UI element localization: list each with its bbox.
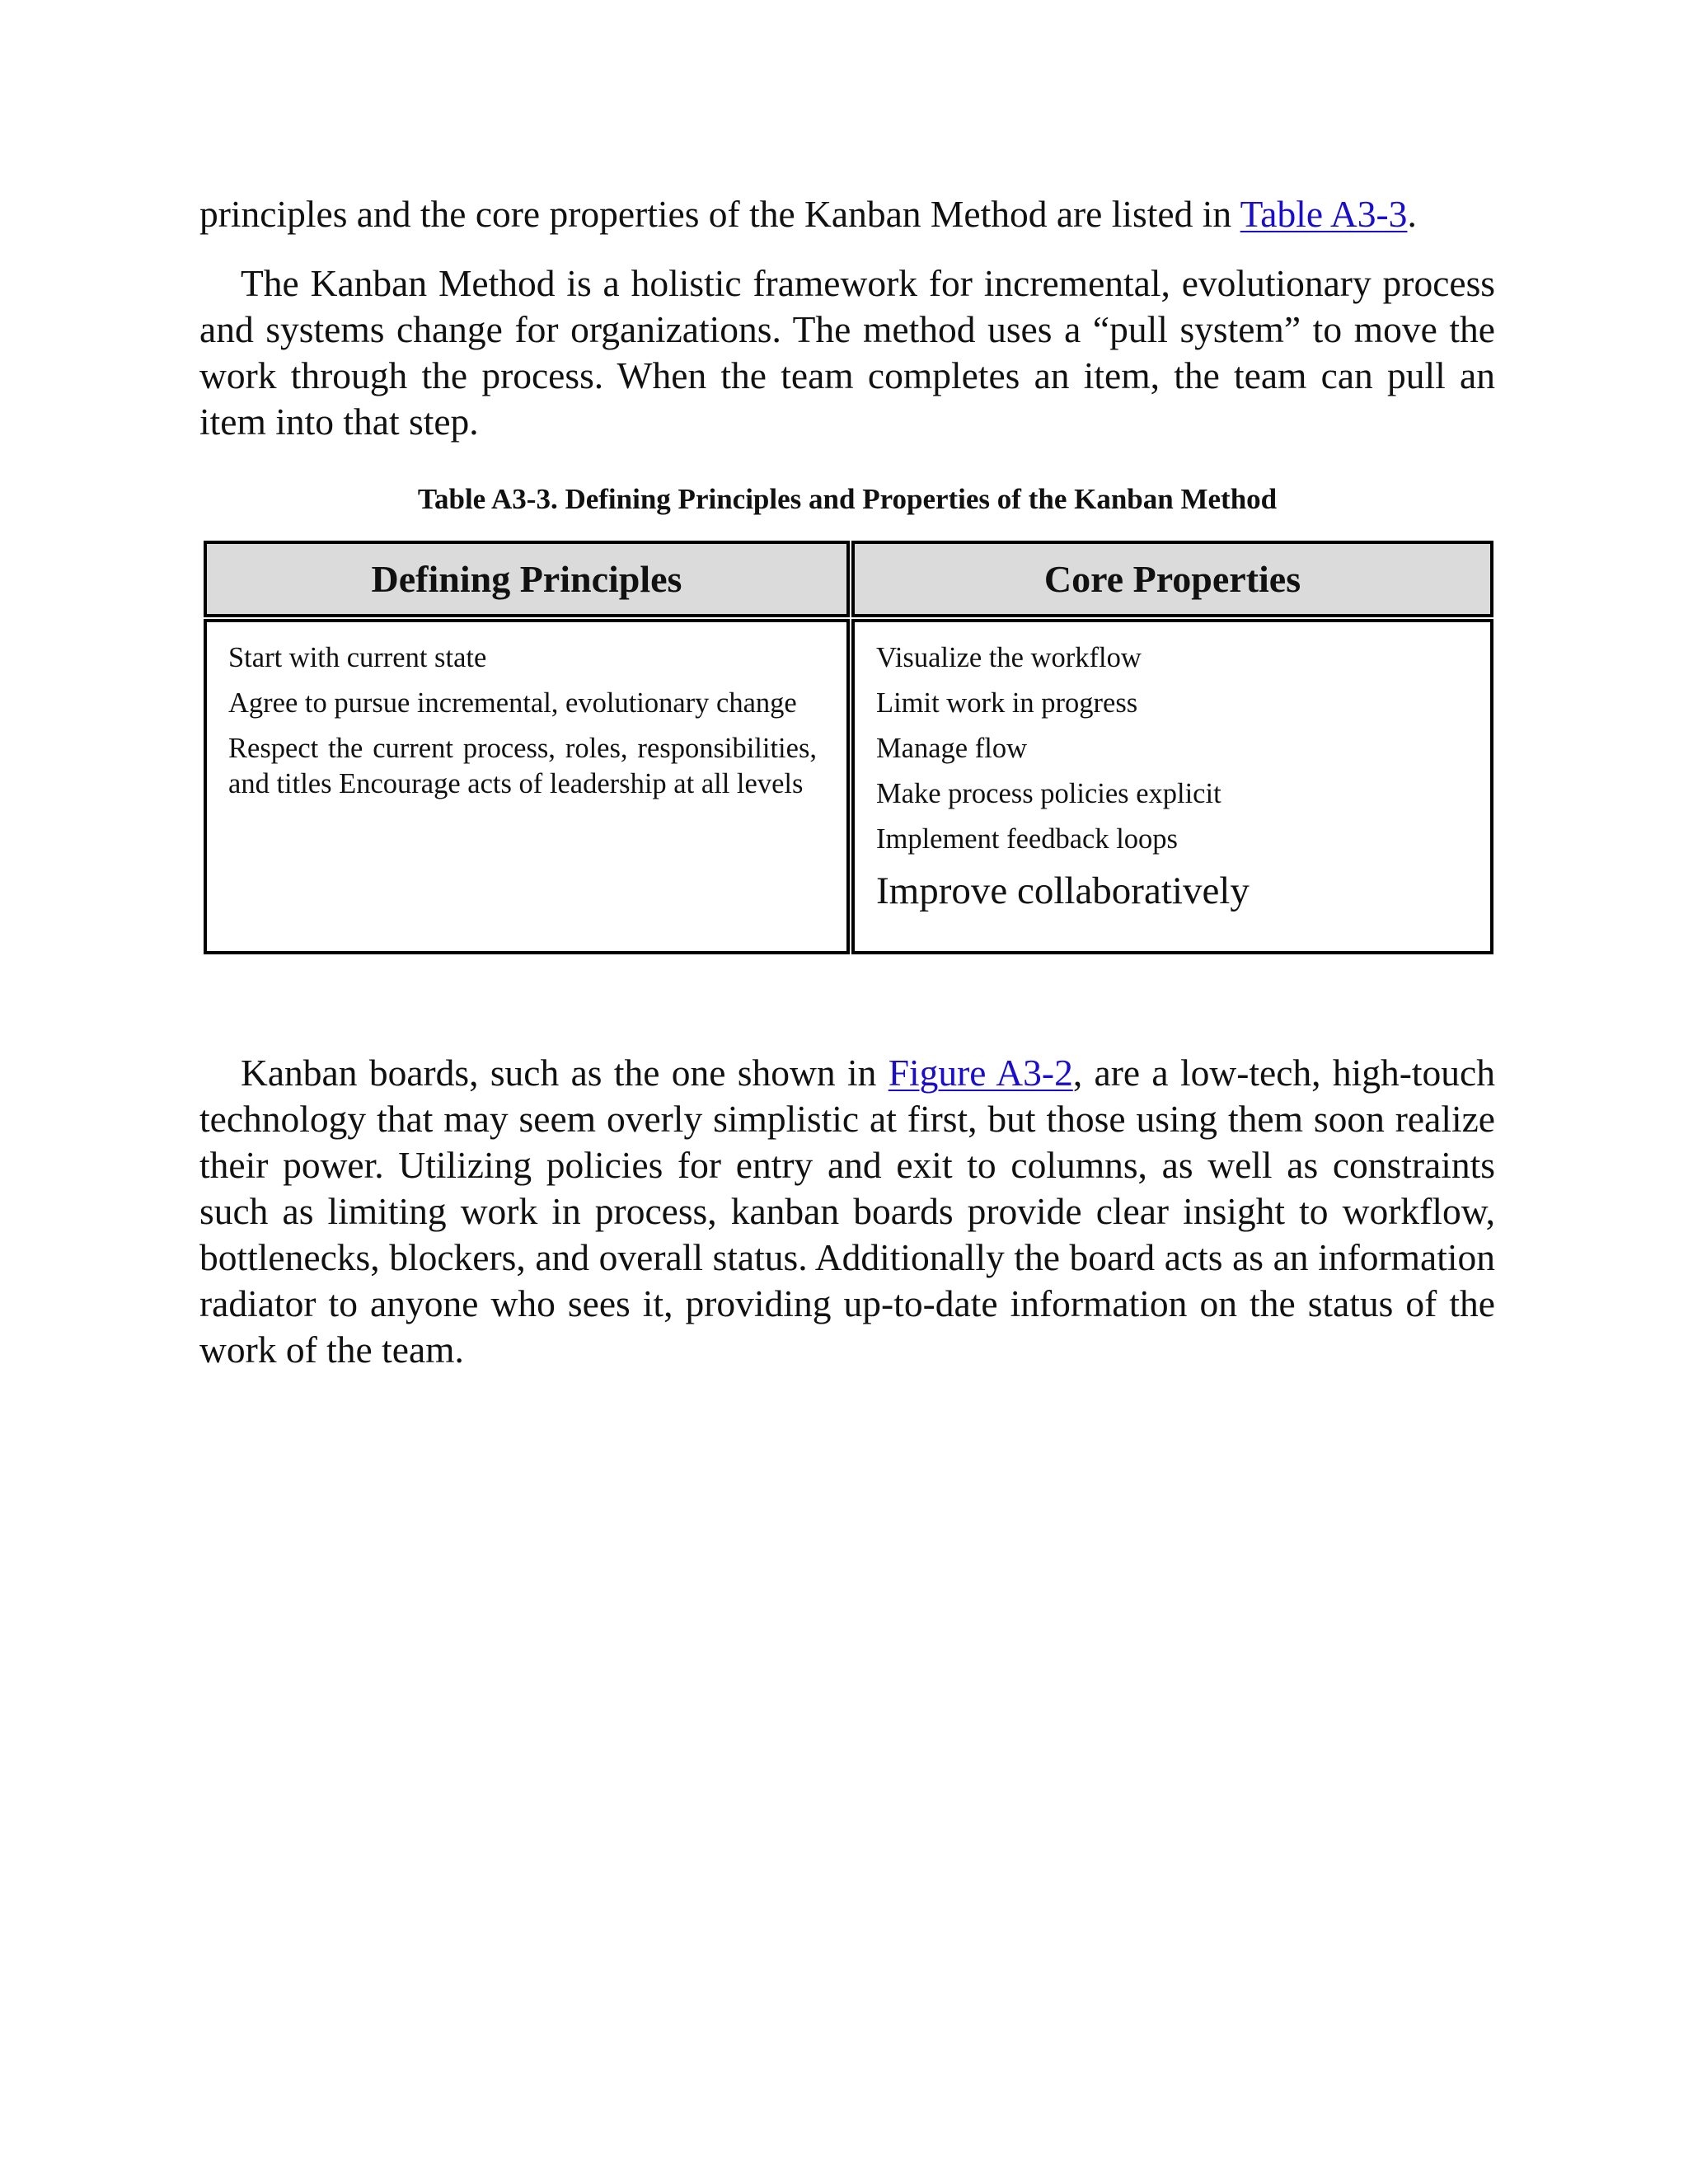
header-defining-principles: Defining Principles [204,541,850,617]
table-a3-3-link[interactable]: Table A3-3 [1240,193,1408,235]
property-item: Visualize the workflow [876,642,1142,673]
property-item: Implement feedback loops [876,823,1178,855]
defining-principles-cell [204,619,850,954]
intro-paragraph [199,191,1495,237]
property-item: Manage flow [876,733,1027,764]
boards-text-rest: , are a low-tech, high-touch technology that may seem overly simplistic at first, but those using them soon realize their power. Utilizing policies for entry and exit to columns, as well as constraints such as limiting work in process, kanban boards provide clear insight to workflow, bottlenecks, blockers, and overall status. Additionally the board acts as an information radiator to anyone who sees it, providing up-to-date information on the status of the work of the team. [199,1052,1495,1371]
header-core-properties: Core Properties [851,541,1493,617]
principle-item: Start with current state [228,642,487,673]
core-properties-cell [851,619,1493,954]
principle-item: Respect the current process, roles, responsibilities, and titles Encourage acts of leadership at all levels [228,733,817,799]
intro-text: principles and the core properties of the Kanban Method are listed in [199,193,1240,235]
kanban-principles-table [204,541,1493,954]
property-item: Improve collaboratively [876,869,1250,912]
document-page [199,191,1495,1373]
figure-a3-2-link[interactable]: Figure A3-2 [888,1052,1073,1094]
property-item: Limit work in progress [876,687,1138,719]
table-caption: Table A3-3. Defining Principles and Properties of the Kanban Method [417,483,1278,515]
intro-period: . [1407,193,1417,235]
kanban-boards-paragraph [199,1050,1495,1373]
property-item: Make process policies explicit [876,778,1221,809]
kanban-method-paragraph: The Kanban Method is a holistic framework for incremental, evolutionary process and systems change for organizations. The method uses a “pull system” to move the work through the process. When the team completes an item, the team can pull an item into that step. [199,262,1495,443]
principle-item: Agree to pursue incremental, evolutionary change [228,687,797,719]
boards-text-start: Kanban boards, such as the one shown in [241,1052,889,1094]
